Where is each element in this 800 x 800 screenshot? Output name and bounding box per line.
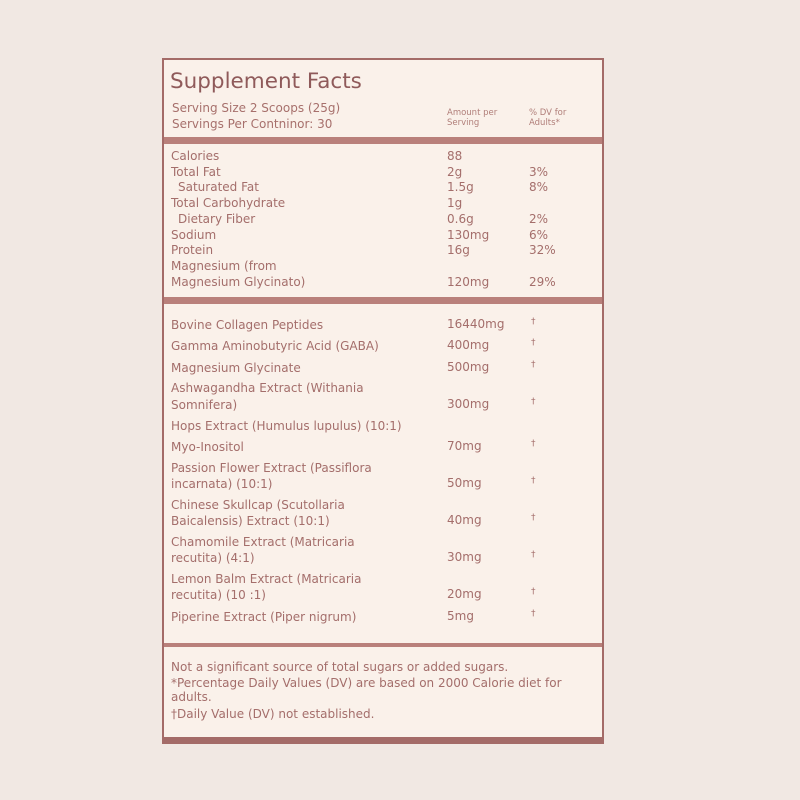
ingredient-dv: † xyxy=(531,439,536,449)
ingredient-name: Hops Extract (Humulus lupulus) (10:1) xyxy=(171,419,402,433)
ingredient-amount: 16440mg xyxy=(447,317,505,331)
nutrient-name: Total Carbohydrate xyxy=(171,196,286,210)
divider-bottom xyxy=(164,643,602,647)
ingredient-name: Somnifera) xyxy=(171,398,238,412)
ingredient-amount: 40mg xyxy=(447,513,482,527)
ingredient-amount: 30mg xyxy=(447,550,482,564)
nutrient-dv: 8% xyxy=(529,180,549,194)
ingredient-name: Baicalensis) Extract (10:1) xyxy=(171,514,330,528)
nutrient-amount: 1.5g xyxy=(447,180,474,194)
ingredient-amount: 20mg xyxy=(447,587,482,601)
ingredient-name: Piperine Extract (Piper nigrum) xyxy=(171,610,357,624)
nutrient-name: Total Fat xyxy=(171,165,221,179)
thick-divider-top xyxy=(164,137,602,144)
ingredient-dv: † xyxy=(531,360,536,370)
footnote-not-established: †Daily Value (DV) not established. xyxy=(171,707,375,721)
nutrient-name: Calories xyxy=(171,149,220,163)
ingredient-name: Passion Flower Extract (Passiflora xyxy=(171,461,372,475)
ingredient-dv: † xyxy=(531,317,536,327)
nutrient-amount: 1g xyxy=(447,196,463,210)
nutrient-amount: 16g xyxy=(447,243,470,257)
nutrient-amount: 88 xyxy=(447,149,463,163)
ingredient-dv: † xyxy=(531,513,536,523)
ingredient-name: Ashwagandha Extract (Withania xyxy=(171,381,364,395)
ingredient-name: Bovine Collagen Peptides xyxy=(171,318,324,332)
nutrient-dv: 2% xyxy=(529,212,549,226)
ingredient-name: Magnesium Glycinate xyxy=(171,361,301,375)
ingredient-amount: 5mg xyxy=(447,609,474,623)
ingredient-name: recutita) (4:1) xyxy=(171,551,255,565)
ingredient-dv: † xyxy=(531,476,536,486)
ingredient-dv: † xyxy=(531,338,536,348)
ingredient-amount: 50mg xyxy=(447,476,482,490)
supplement-facts-panel xyxy=(162,58,604,744)
nutrient-dv: 6% xyxy=(529,228,549,242)
ingredient-amount: 500mg xyxy=(447,360,490,374)
nutrient-dv: 29% xyxy=(529,275,556,289)
nutrient-name: Dietary Fiber xyxy=(178,212,256,226)
footnote-sugars: Not a significant source of total sugars or added sugars. xyxy=(171,660,509,674)
footnote-dv-basis: *Percentage Daily Values (DV) are based on 2000 Calorie diet for adults. xyxy=(171,676,562,704)
ingredient-dv: † xyxy=(531,587,536,597)
ingredient-name: Gamma Aminobutyric Acid (GABA) xyxy=(171,339,379,353)
nutrient-name: Magnesium Glycinato) xyxy=(171,275,306,289)
ingredient-name: Chamomile Extract (Matricaria xyxy=(171,535,355,549)
ingredient-dv: † xyxy=(531,397,536,407)
serving-size: Serving Size 2 Scoops (25g) xyxy=(172,101,341,115)
ingredient-name: Myo-Inositol xyxy=(171,440,244,454)
nutrient-amount: 130mg xyxy=(447,228,490,242)
ingredient-name: recutita) (10 :1) xyxy=(171,588,266,602)
nutrient-name: Magnesium (from xyxy=(171,259,277,273)
nutrient-name: Protein xyxy=(171,243,214,257)
panel-title: Supplement Facts xyxy=(170,69,362,94)
ingredient-name: Lemon Balm Extract (Matricaria xyxy=(171,572,362,586)
ingredient-name: incarnata) (10:1) xyxy=(171,477,273,491)
ingredient-dv: † xyxy=(531,609,536,619)
nutrient-amount: 120mg xyxy=(447,275,490,289)
nutrient-dv: 3% xyxy=(529,165,549,179)
amount-column-header: Amount per Serving xyxy=(447,108,498,128)
nutrient-amount: 0.6g xyxy=(447,212,474,226)
ingredient-amount: 400mg xyxy=(447,338,490,352)
ingredient-dv: † xyxy=(531,550,536,560)
dv-column-header: % DV for Adults* xyxy=(529,108,567,128)
nutrient-amount: 2g xyxy=(447,165,463,179)
nutrient-name: Saturated Fat xyxy=(178,180,259,194)
thick-divider-middle xyxy=(164,297,602,304)
nutrient-name: Sodium xyxy=(171,228,217,242)
ingredient-amount: 70mg xyxy=(447,439,482,453)
ingredient-amount: 300mg xyxy=(447,397,490,411)
nutrient-dv: 32% xyxy=(529,243,556,257)
servings-per-container: Servings Per Contninor: 30 xyxy=(172,117,333,131)
ingredient-name: Chinese Skullcap (Scutollaria xyxy=(171,498,345,512)
